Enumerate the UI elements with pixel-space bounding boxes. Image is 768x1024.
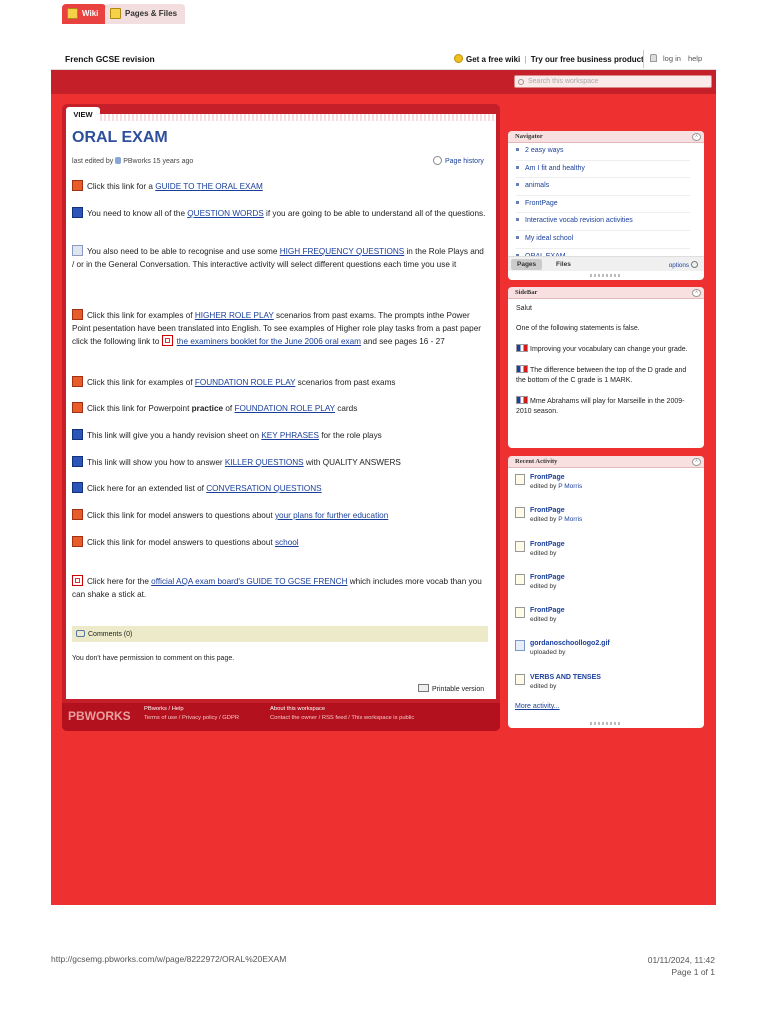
- para-text: Click this link for model answers to questions about: [87, 511, 275, 520]
- activity-meta: [530, 516, 704, 523]
- tab-view[interactable]: VIEW: [66, 107, 100, 121]
- page-title: ORAL EXAM: [72, 129, 168, 146]
- navigator-item[interactable]: [516, 161, 690, 179]
- word-doc-icon: [72, 207, 83, 218]
- navigator-item[interactable]: [516, 196, 690, 214]
- para-text: Click here for an extended list of: [87, 484, 207, 493]
- para-text: Click this link for examples of: [87, 378, 195, 387]
- tab-wiki-label: Wiki: [82, 9, 99, 18]
- activity-title-link[interactable]: FrontPage: [530, 573, 565, 581]
- navigator-list: [508, 143, 704, 266]
- navigator-header: [508, 131, 704, 143]
- bullet-icon: [516, 166, 519, 169]
- activity-title-link[interactable]: FrontPage: [530, 540, 565, 548]
- print-date: 01/11/2024, 11:42: [647, 955, 715, 965]
- print-page-number: Page 1 of 1: [671, 967, 715, 977]
- bullet-icon: [516, 218, 519, 221]
- navigator-item[interactable]: [516, 178, 690, 196]
- paragraph-higher-role-play: [72, 309, 486, 349]
- user-icon: [115, 157, 121, 164]
- navigator-options[interactable]: [669, 261, 698, 269]
- promo-links: [454, 54, 644, 64]
- printable-label: Printable version: [432, 686, 485, 693]
- foundation-role-play-cards-link[interactable]: FOUNDATION ROLE PLAY: [234, 404, 335, 413]
- no-permission-message: You don't have permission to comment on this page.: [72, 655, 235, 662]
- powerpoint-icon: [72, 536, 83, 547]
- para-text: if you are going to be able to understand all of the questions.: [263, 209, 486, 218]
- activity-action: uploaded by: [530, 649, 566, 657]
- page-edit-icon: [515, 674, 525, 685]
- activity-item: [508, 468, 704, 501]
- activity-title-link[interactable]: FrontPage: [530, 474, 565, 481]
- user-box: [643, 50, 709, 68]
- sidebar-statement: [508, 334, 704, 356]
- para-text: You also need to be able to recognise and use some: [87, 247, 280, 256]
- para-text: This link will show you how to answer: [87, 458, 225, 467]
- bullet-icon: [516, 183, 519, 186]
- tab-wiki[interactable]: [62, 4, 106, 24]
- search-input[interactable]: [514, 75, 712, 88]
- edit-ruler: [100, 114, 496, 121]
- question-words-link[interactable]: QUESTION WORDS: [187, 209, 264, 218]
- para-text: Click this link for Powerpoint: [87, 404, 192, 413]
- activity-meta: [530, 550, 704, 557]
- footer-pbworks-help-link[interactable]: PBworks / Help: [144, 706, 184, 712]
- activity-meta: [530, 583, 704, 590]
- para-text: which includes more vocab than you can shake a stick at.: [72, 577, 482, 599]
- resize-grip[interactable]: [590, 722, 620, 725]
- navigator-box: [508, 131, 704, 280]
- conversation-questions-link[interactable]: CONVERSATION QUESTIONS: [206, 484, 322, 493]
- page-edit-icon: [515, 474, 525, 485]
- search-icon: [518, 79, 524, 85]
- navigator-item-label: My ideal school: [525, 234, 574, 242]
- paragraph-further-education: [72, 509, 486, 523]
- web-page-icon: [72, 245, 83, 256]
- recent-activity-header: [508, 456, 704, 468]
- sidebar-title: SideBar: [515, 289, 538, 296]
- sidebar-statement: [508, 387, 704, 418]
- activity-meta: [530, 683, 704, 690]
- activity-user-link[interactable]: P Morris: [558, 516, 583, 524]
- navigator-tab-files[interactable]: Files: [556, 261, 571, 268]
- search-placeholder: Search this workspace: [528, 78, 599, 85]
- login-link[interactable]: log in: [663, 54, 681, 63]
- gear-icon: [691, 261, 698, 268]
- navigator-item[interactable]: [516, 143, 690, 161]
- para-text: You need to know all of the: [87, 209, 188, 218]
- page-history-link[interactable]: [433, 156, 484, 165]
- print-url: http://gcsemg.pbworks.com/w/page/8222972/ORAL%20EXAM: [51, 954, 287, 964]
- key-phrases-link[interactable]: KEY PHRASES: [261, 431, 319, 440]
- powerpoint-icon: [72, 402, 83, 413]
- activity-action: edited by: [530, 582, 557, 590]
- bullet-icon: [516, 201, 519, 204]
- word-doc-icon: [72, 456, 83, 467]
- navigator-item[interactable]: [516, 213, 690, 231]
- help-link[interactable]: help: [687, 54, 703, 63]
- powerpoint-icon: [72, 509, 83, 520]
- activity-action: edited by: [530, 516, 557, 524]
- lock-icon: [650, 54, 657, 62]
- navigator-item-label: 2 easy ways: [525, 147, 564, 154]
- statement-text: Improving your vocabulary can change your grade.: [530, 346, 688, 353]
- footer-about-link[interactable]: About this workspace: [270, 706, 326, 712]
- last-edited-when: 15 years ago: [152, 158, 194, 165]
- sidebar-box: [508, 287, 704, 448]
- more-activity-link[interactable]: More activity...: [515, 703, 560, 711]
- activity-meta: [530, 616, 704, 623]
- comments-label: Comments (0): [88, 631, 133, 638]
- paragraph-key-phrases: [72, 429, 486, 443]
- tab-pages-files-label: Pages & Files: [125, 9, 178, 18]
- pdf-icon: [162, 335, 173, 346]
- get-free-wiki-link[interactable]: Get a free wiki: [466, 55, 521, 64]
- sidebar-intro: One of the following statements is false.: [516, 324, 640, 332]
- activity-item: [508, 501, 704, 534]
- promo-separator: |: [524, 55, 527, 64]
- para-text: This link will give you a handy revision sheet on: [87, 431, 262, 440]
- statement-text: The difference between the top of the D grade and the bottom of the C grade is 1 MARK.: [516, 366, 687, 384]
- site-title[interactable]: French GCSE revision: [65, 54, 155, 64]
- para-text: in the Role Plays and / or in the General Conversation. This interactive activity will select different questions each time you use it: [72, 247, 484, 269]
- navigator-options-label: options: [668, 262, 689, 269]
- powerpoint-icon: [72, 309, 83, 320]
- clock-icon: [433, 156, 442, 165]
- page-edit-icon: [515, 574, 525, 585]
- foundation-role-play-link[interactable]: FOUNDATION ROLE PLAY: [194, 378, 296, 387]
- para-text: and see pages 16 - 27: [360, 337, 445, 346]
- powerpoint-icon: [72, 180, 83, 191]
- activity-user-link[interactable]: P Morris: [558, 483, 583, 490]
- french-flag-icon: [516, 365, 528, 373]
- para-text: Click here for the: [87, 577, 152, 586]
- recent-activity-box: [508, 456, 704, 728]
- activity-meta: [530, 649, 704, 656]
- comment-bubble-icon: [76, 630, 85, 637]
- activity-title-link[interactable]: VERBS AND TENSES: [530, 673, 601, 681]
- paragraph-high-frequency: [72, 245, 486, 271]
- navigator-title: Navigator: [515, 133, 543, 140]
- paragraph-foundation-practice: [72, 402, 486, 416]
- activity-item: [508, 634, 704, 667]
- pdf-icon: [72, 575, 83, 586]
- word-doc-icon: [72, 482, 83, 493]
- wiki-icon: [67, 8, 78, 19]
- para-bold: practice: [191, 404, 224, 413]
- collapse-icon[interactable]: ^: [692, 458, 701, 466]
- paragraph-killer-questions: [72, 456, 486, 470]
- lightbulb-icon: [454, 54, 463, 63]
- resize-grip[interactable]: [590, 274, 620, 277]
- footer-terms-link[interactable]: Terms of use / Privacy policy / GDPR: [144, 715, 240, 721]
- activity-meta: [530, 483, 704, 490]
- activity-action: edited by: [530, 682, 557, 690]
- examiners-booklet-link[interactable]: the examiners booklet for the June 2006 oral exam: [176, 337, 361, 346]
- statement-text: Mme Abrahams will play for Marseille in the 2009-2010 season.: [516, 397, 685, 415]
- activity-title-link[interactable]: gordanoschoollogo2.gif: [530, 640, 610, 648]
- french-flag-icon: [516, 344, 528, 352]
- activity-item: [508, 601, 704, 634]
- activity-item: [508, 535, 704, 568]
- paragraph-foundation-role-play: [72, 376, 486, 390]
- last-edited-prefix: last edited by: [72, 158, 114, 165]
- activity-action: edited by: [530, 483, 557, 490]
- recent-activity-title: Recent Activity: [515, 458, 558, 465]
- navigator-item-label: Interactive vocab revision activities: [525, 217, 633, 225]
- navigator-footer: [508, 256, 704, 271]
- footer-col-pbworks: [144, 705, 239, 723]
- school-link[interactable]: school: [274, 538, 299, 547]
- navigator-tab-pages[interactable]: Pages: [511, 259, 542, 270]
- bullet-icon: [516, 236, 519, 239]
- navigator-item[interactable]: [516, 231, 690, 249]
- high-frequency-questions-link[interactable]: HIGH FREQUENCY QUESTIONS: [279, 247, 405, 256]
- printer-icon: [418, 684, 429, 692]
- higher-role-play-link[interactable]: HIGHER ROLE PLAY: [194, 311, 274, 320]
- aqa-guide-link[interactable]: official AQA exam board's GUIDE TO GCSE FRENCH: [151, 577, 348, 586]
- para-text: cards: [335, 404, 358, 413]
- page-edit-icon: [515, 541, 525, 552]
- navigator-item-label: animals: [525, 182, 550, 190]
- activity-action: edited by: [530, 549, 557, 557]
- guide-oral-exam-link[interactable]: GUIDE TO THE ORAL EXAM: [155, 182, 263, 191]
- footer-col-workspace: [270, 705, 414, 723]
- last-edited-info: [72, 157, 193, 165]
- activity-title-link[interactable]: FrontPage: [530, 507, 565, 515]
- word-doc-icon: [72, 429, 83, 440]
- folder-icon: [110, 8, 121, 19]
- image-file-icon: [515, 640, 525, 651]
- tab-pages-files[interactable]: [105, 4, 185, 24]
- paragraph-aqa-guide: [72, 575, 486, 601]
- sidebar-header: [508, 287, 704, 299]
- para-text: for the role plays: [318, 431, 382, 440]
- paragraph-conversation-questions: [72, 482, 486, 496]
- paragraph-question-words: [72, 207, 486, 221]
- navigator-item-label: Am I fit and healthy: [525, 164, 585, 172]
- killer-questions-link[interactable]: KILLER QUESTIONS: [224, 458, 304, 467]
- comments-toggle[interactable]: [72, 626, 488, 642]
- business-product-link[interactable]: Try our free business product: [530, 55, 644, 64]
- activity-title-link[interactable]: FrontPage: [530, 607, 565, 615]
- para-text: with QUALITY ANSWERS: [303, 458, 401, 467]
- paragraph-school: [72, 536, 486, 550]
- paragraph-oral-guide: [72, 180, 486, 194]
- last-edited-user[interactable]: PBworks: [123, 158, 151, 165]
- print-date-block: [648, 954, 715, 978]
- french-flag-icon: [516, 396, 528, 404]
- sidebar-salut: Salut: [516, 305, 532, 312]
- page-edit-icon: [515, 507, 525, 518]
- pbworks-logo[interactable]: PBWORKS: [68, 709, 131, 723]
- para-text: Click this link for a: [87, 182, 156, 191]
- para-text: scenarios from past exams. The prompts inthe Power Point pesentation have been translated into English. To see examples of Higher role play tasks from a past paper click the following link to: [72, 311, 482, 346]
- para-text: Click this link for model answers to questions about: [87, 538, 275, 547]
- collapse-icon[interactable]: ^: [692, 133, 701, 141]
- activity-action: edited by: [530, 616, 557, 624]
- para-text: Click this link for examples of: [87, 311, 195, 320]
- footer-contact-link[interactable]: Contact the owner / RSS feed / This workspace is public: [270, 715, 415, 721]
- page-edit-icon: [515, 607, 525, 618]
- further-education-link[interactable]: your plans for further education: [274, 511, 389, 520]
- powerpoint-icon: [72, 376, 83, 387]
- collapse-icon[interactable]: ^: [692, 289, 701, 297]
- para-text: scenarios from past exams: [295, 378, 396, 387]
- navigator-item-label: FrontPage: [525, 199, 558, 207]
- activity-item: [508, 568, 704, 601]
- sidebar-statement: [508, 356, 704, 387]
- top-bar: [51, 47, 716, 70]
- bullet-icon: [516, 148, 519, 151]
- activity-item: [508, 668, 704, 701]
- para-text: of: [223, 404, 235, 413]
- printable-version-link[interactable]: [418, 684, 484, 693]
- page-history-label: Page history: [445, 158, 484, 165]
